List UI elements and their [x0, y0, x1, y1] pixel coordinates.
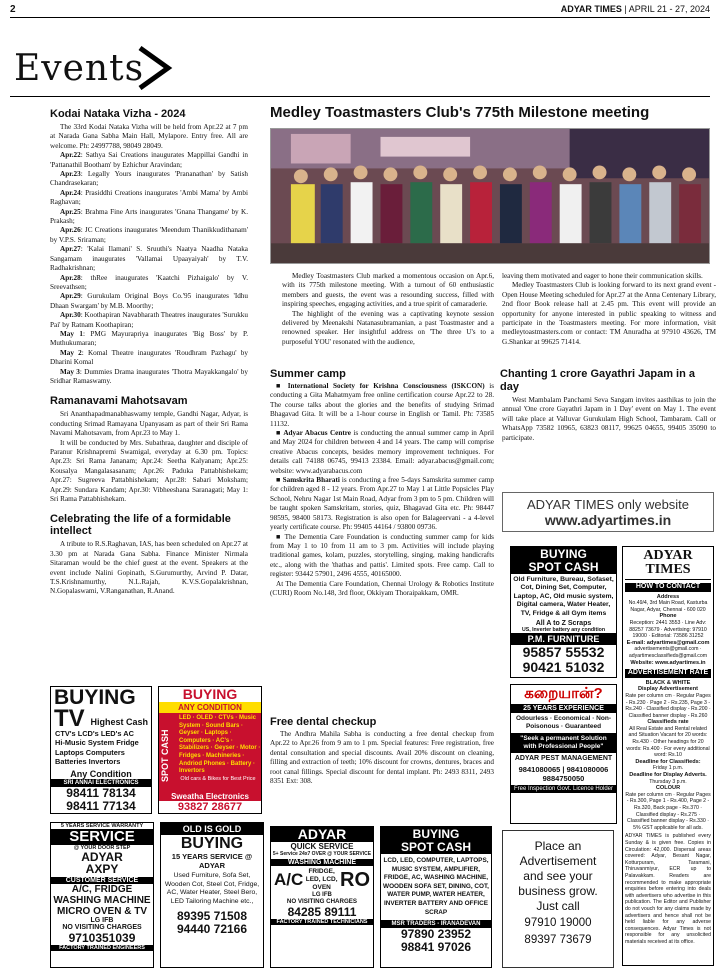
ad-spot1-phone1: 95857 55532	[522, 644, 605, 661]
website-url[interactable]: www.adyartimes.in	[544, 512, 672, 528]
ad-quick-brands: LG IFB	[312, 892, 332, 898]
celebrating-p1: A tribute to R.S.Raghavan, IAS, has been scheduled on Apr.27 at 3.30 pm at Narada Gana Sabha. Finance Minister Nirmala Sitaraman would be the chief guest at the event. Speakers at the event include Nalini Gopinath, S.Gurumurthy, Arvind P. Datar, T.S.Krishnamurthy, N.L.Rajah, K.V.S.Gopalakrishnan, N.Gopalaswami, V.Ranganathan, R.Anand.	[50, 540, 248, 596]
ad-spot2-items: LCD, LED, COMPUTER, LAPTOPS, MUSIC SYSTEM, AMPLIFIER, FRIDGE, AC, WASHING MACHINE, WOODEN SOFA SET, DINING, COT, WATER PUMP, WATER HEATER, INVERTER BATTERY AND OFFICE SCRAP	[383, 857, 489, 916]
kodai-item: Apr.23: Legally Yours inaugurates 'Prananathan' by Satish Chandrasekaran;	[50, 170, 248, 188]
ad-svc-items: A/C, FRIDGE WASHING MACHINE MICRO OVEN & TV	[53, 884, 151, 917]
ad-spot2-brand: MSR TRADERS - IRANADEVAN	[381, 920, 491, 928]
contact-bar: HOW TO CONTACT	[625, 583, 711, 592]
medley-p1: Medley Toastmasters Club marked a momentous occasion on Apr.6, with its 775th milestone meeting. With a turnout of 60 enthusiastic members and guests, the event was a resounding success, filled with inspiring speeches, engaging activities, and a true spirit of camaraderie.	[282, 272, 494, 309]
ad-kar-phone1: 9841080065 | 9841080006	[518, 765, 609, 774]
ad-tv-phone1: 98411 78134	[66, 785, 136, 800]
section-title: Events	[14, 48, 145, 89]
disclaimer: ADYAR TIMES is published every Sunday & is given free. Copies in Circulation: 42,000. Dispersal areas covered: Adyar, Besant Nagar, Kotturpuram, Taramani, Thiruvanmiyur, ECR up to Palavakkam. Readers are recommended to make appropriate enquiries before entering into deals with advertisers who advertise in this publication. The Editor and Publisher do not vouch for any claims made by advertisers and hence shall not be held liable for any adverse consequences. Adyar Times is not responsible for any unsolicited materials received at its office.	[625, 833, 711, 945]
paper-name: ADYAR TIMES	[560, 4, 622, 14]
kodai-article	[50, 108, 248, 386]
ad-tv-item: Hi-Music System Fridge	[55, 738, 139, 748]
ad-quick-hours: 5+ Service 24x7 OVER @ YOUR SERVICE	[272, 851, 372, 857]
medley-p2: The highlight of the evening was a captivating keynote session delivered by Meenakshi Natanasubramanian, a past Toastmaster and a renowned speaker. Her insightful address on 'The three U's to a purposeful YOU' resonated with the audience,	[282, 309, 494, 346]
ad-kar-slogan: "Seek a permanent Solution with Professional People"	[511, 733, 616, 753]
section-rule	[10, 96, 710, 97]
celebrating-title: Celebrating the life of a formidable intellect	[50, 513, 231, 538]
ad-tv-item: Batteries Invertors	[55, 757, 121, 767]
ad-any-condition	[158, 686, 262, 814]
contact-website: Website: www.adyartimes.in	[630, 659, 706, 666]
dental-body	[270, 730, 494, 786]
ad-quick-footer: FACTORY TRAINED TECHNICIANS	[271, 919, 373, 925]
place-line2: Advertisement	[519, 854, 597, 868]
ad-quick-items: FRIDGE, LED, LCD, OVEN	[305, 868, 338, 891]
ad-spot1-battery: US, Inverter battery any condition	[521, 627, 606, 634]
ad-spot1-brand: P.M. FURNITURE	[511, 633, 616, 645]
colour-rates: Rate per column cm · Regular Pages - Rs.300, Page 1 - Rs.400, Page 2 - Rs.320, Back page - Rs.370 · Classified display - Rs.275 · Classified banner display - Rs.330 · 5% GST applicable for all ads.	[625, 791, 711, 831]
ad-old-phone2: 94440 72166	[176, 922, 248, 937]
kodai-item: May 2: Komal Theatre inaugurates 'Roudhram Pazhagu' by Dharini Komal	[50, 348, 248, 367]
medley-p4: Medley Toastmasters Club is looking forward to its next grand event - Open House Meeting scheduled for Apr.27 at the Anna Centenary Library, 2nd floor Book release hall at 2.45 pm. This event will provide an opportunity for anyone interested in public speaking to witness and participate in the Toastmasters meeting. For more information, visit medleytoastmasters.com or contact: TM Anuradha at 97910 43626, TM G.Shankar at 99625 71414.	[502, 281, 716, 346]
ad-buying-tv	[50, 686, 152, 814]
contact-phones: Reception: 2441 3553 · Line Adv: 88257 73679 · Advertising: 97910 19000 · Editorial: 73586 31252	[629, 619, 707, 640]
ad-tv-tv: TV	[54, 705, 85, 732]
celebrating-article	[50, 513, 248, 596]
classified-heading: Classifieds rate	[647, 719, 689, 726]
summer-p2: ■ Adyar Abacus Centre is conducting the annual summer camp in April and May 2024 for children between 4 and 14 years. The camp will comprise creative Abacus concepts, besides memory improvement techniques. For details call 74188 06745, 99413 23384. Email: adyar.abacus@gmail.com; website: www.adyarabacus.com	[270, 429, 494, 475]
ad-any-side: SPOT CASH	[160, 729, 170, 783]
masthead-strip: ADYAR TIMES | APRIL 21 - 27, 2024	[560, 4, 710, 14]
ad-old-phone1: 89395 71508	[176, 909, 248, 924]
kodai-item: May 3: Dummies Drama inaugurates 'Thotra Mayakkangalo' by Sridhar Ramaswamy.	[50, 367, 248, 385]
dental-p1: The Andhra Mahila Sabha is conducting a free dental checkup from Apr.22 to Apr.26 from 9 am to 1 pm. Special features: Free registration, free dental consultation and special discounts. Avail 20% discount on cleaning, filling and extraction of teeth; 10% discount for crowns, dentures, braces and root canal fillings. Special discount for dental implant. Ph: 2493 8311, 2493 8351 Ext: 308.	[270, 730, 494, 786]
ad-any-phone: 93827 28677	[159, 801, 261, 813]
bw-heading: BLACK & WHITE	[645, 679, 691, 686]
ad-tv-phone2: 98411 77134	[66, 798, 136, 813]
ad-kar-phone2: 9884750050	[542, 774, 585, 783]
deadline-display-heading: Deadline for Display Adverts.	[629, 772, 707, 779]
contact-box	[622, 546, 714, 966]
ad-old-buying: BUYING	[180, 835, 244, 852]
ad-old-items: Used Furniture, Sofa Set, Wooden Cot, Steel Cot, Fridge, AC, Water Heater, Steel Bero, LED Tailoring Machine etc.,	[164, 872, 260, 905]
contact-phone-heading: Phone	[659, 613, 677, 620]
summer-title: Summer camp	[270, 368, 346, 380]
kodai-intro: The 33rd Kodai Nataka Vizha will be held from Apr.22 at 7 pm at Narada Gana Sabha Main Hall, Mylapore. Entry free. All are welcome. Ph: 24997788, 98049 28049.	[50, 123, 248, 150]
ramanavami-p2: It will be conducted by Mrs. Subathraa, daughter and disciple of Paranur Krishnapremi Swamigal, everyday at 6.30 pm. Topics: Apr.23: Sri Rama Jananam; Apr.24: Seetha Kalyanam; Apr.25: Kousalya Mangalasasanam; Apr.26: Paduka Pattabhishekam; Apr.27: Sugreeva Pattabhishekam; Apr.28: Sabari Moksham; Apr.29: Sundara Kandam; Apr.30: Vibheeshana Saranagati; May 1: Sri Rama Pattabhishekam.	[50, 438, 248, 504]
summer-p3: ■ Samskrita Bharati is conducting a free 5-days Samskrita summer camp for children aged 8 - 12 years. From Apr.27 to May 1 at Little Popsicles Play School, Nehru Nagar 1st Main Road, Adyar from 3 pm to 5 pm. Children will be taught spoken Samskritam, stories, quiz, Bhagavad Gita etc. Ph: 98447 98595, 98400 58173. Registration is also open for Balageervani - a 4-level yearly certificate course. Ph: 99405 44164 / 93800 09736.	[270, 476, 495, 532]
colour-heading: COLOUR	[655, 785, 681, 792]
ad-spot1-items: Old Furniture, Bureau, Sofaset, Cot, Dining Set, Computer, Laptop, AC, Old music system, Digital camera, Water Heater, TV, Fridge & all Gym items	[513, 576, 614, 617]
chevron-right-icon	[136, 46, 174, 90]
place-phone2: 89397 73679	[524, 934, 592, 946]
left-column	[50, 106, 248, 606]
ad-quick-mid	[271, 868, 373, 892]
ad-svc-footer: FACTORY TRAINED ENGINEERS	[51, 945, 153, 951]
ad-msr-spot-cash	[380, 826, 492, 968]
ad-tv-cash: Highest Cash	[90, 717, 148, 727]
kodai-item: Apr.22: Sathya Sai Creations inaugurates Mappillai Gandhi in 'Pattanathil Bootham' by Ezhichur Aravindan;	[50, 151, 248, 169]
medley-col2	[502, 272, 716, 347]
ramanavami-title: Ramanavami Mahotsavam	[50, 395, 188, 408]
medley-title: Medley Toastmasters Club's 775th Milestone meeting	[270, 104, 650, 121]
ad-tv-brand: SRI ANNAI ELECTRONICS	[51, 779, 151, 787]
ad-kar-brand: ADYAR PEST MANAGEMENT	[514, 755, 613, 762]
ad-pest-management	[510, 684, 617, 824]
place-line4: business grow.	[518, 884, 598, 898]
deadline-display: Thursday 3 p.m.	[649, 778, 687, 785]
ad-tv-condition: Any Condition	[70, 768, 132, 779]
kodai-item: Apr.29: Gurukulam Original Boys Co.'95 inaugurates 'Idhu Dhaan Swargam' by M.B. Moorthy;	[50, 292, 248, 310]
ad-old-is-gold	[160, 822, 264, 968]
ad-kar-title: கறையான்?	[524, 685, 603, 702]
ad-quick-ac: A/C	[274, 870, 304, 889]
place-line3: and see your	[523, 869, 593, 883]
deadline-classified: Friday 1 p.m.	[652, 765, 684, 772]
ad-spot2-phone2: 98841 97026	[400, 940, 472, 955]
ad-svc-warranty: 5 YEARS SERVICE WARRANTY	[60, 823, 144, 829]
gayathri-title: Chanting 1 crore Gayathri Japam in a day	[500, 368, 696, 393]
ad-old-years: 15 YEARS SERVICE @ ADYAR	[171, 852, 253, 870]
ad-any-cars: Old cars & Bikes for Best Price	[180, 775, 256, 782]
dental-title: Free dental checkup	[270, 716, 377, 728]
contact-address-heading: Address	[656, 593, 680, 600]
website-banner	[502, 492, 714, 532]
rate-bar: ADVERTISEMENT RATE	[625, 669, 711, 678]
ad-quick-sub: QUICK SERVICE	[290, 842, 354, 851]
summer-p5: At The Dementia Care Foundation, Chennai Urology & Robotics Institute (CURI) Room No.148, 3rd floor, Okkiyam Thoraipakkam, OMR.	[270, 579, 494, 597]
page-number: 2	[10, 4, 16, 15]
ad-any-title: BUYING	[159, 687, 261, 702]
kodai-item: Apr.27: 'Kalai Ilamani' S. Sruuthi's Naatya Naadha Nataka Sangamam inaugurates 'Vallamai Upaayaiyah' by T.V. Radhakrishnan;	[50, 245, 248, 273]
ad-any-sub: ANY CONDITION	[159, 702, 261, 713]
place-phone1: 97910 19000	[524, 917, 592, 929]
ad-any-items: LED · OLED · CTVs · Music System · Sound Bars · Geyser · Laptops · Computers · AC's · Stabilizers · Geyser · Motor · Fridges · Machineries · Andriod Phones · Battery · Invertors	[179, 715, 261, 775]
ad-quick-phone: 84285 89111	[287, 905, 357, 919]
contact-address: No.49/4, 3rd Main Road, Kasturba Nagar, Adyar, Chennai - 600 020	[628, 600, 708, 613]
ad-kar-features: Odourless · Economical · Non-Poisonous · Guaranteed	[516, 715, 611, 730]
ad-any-brand: Sweatha Electronics	[171, 792, 249, 801]
ad-spot1-phone2: 90421 51032	[522, 659, 605, 676]
ad-quick-ro: RO	[340, 868, 370, 891]
ad-svc-brands: LG IFB	[90, 917, 114, 924]
deadline-classified-heading: Deadline for Classifieds:	[635, 758, 701, 765]
ad-tv-item: CTV's LCD's LED's AC	[55, 729, 134, 738]
ad-svc-title: SERVICE	[51, 829, 153, 845]
summer-p4: ■ The Dementia Care Foundation is conducting summer camp for kids from May 1 to 10 from 11 am to 3 pm. Activities will include playing traditional games, kolam, puzzles, storytelling, singing, making handicrafts etc., along with the 'thathas and pattis'. Limited spots. Free camp. Call to register: 93442 57901, 2496 4555, 40165000.	[270, 532, 494, 579]
ad-spot2-title: BUYING SPOT CASH	[381, 827, 491, 854]
kodai-item: Apr.24: Prasiddhi Creations inaugurates 'Ambi Mama' by Ambi Raghavan;	[50, 188, 248, 207]
contact-logo: ADYAR TIMES	[625, 549, 711, 580]
ad-kar-footer: Free Inspection Govt. Licence Holder	[511, 785, 616, 793]
kodai-title: Kodai Nataka Vizha - 2024	[50, 108, 186, 120]
place-line5: Just call	[536, 899, 580, 913]
ad-buying-spot-cash	[510, 546, 617, 678]
gayathri-body	[502, 396, 716, 443]
summer-body	[270, 382, 494, 598]
ad-svc-customer: CUSTOMER SERVICE	[51, 877, 153, 884]
ad-adyar-axpy-service	[50, 822, 154, 968]
kodai-item: Apr.28: thRee inaugurates 'Kaatchi Pizhaigalo' by V. Sreevathsen;	[50, 273, 248, 291]
ad-quick-charges: NO VISITING CHARGES	[286, 898, 358, 905]
kodai-item: Apr.26: JC Creations inaugurates 'Meendum Thanikkudithanam' by V.P.S. Sriraman;	[50, 226, 248, 244]
kodai-item: Apr.30: Koothapiran Navabharath Theatres inaugurates 'Surukku Pai' by Ratnam Koothapiran;	[50, 311, 248, 329]
ad-spot1-title: BUYING SPOT CASH	[511, 547, 616, 574]
ad-kar-years: 25 YEARS EXPERIENCE	[511, 704, 616, 713]
ad-old-title: OLD IS GOLD	[161, 823, 263, 835]
ad-svc-door: @ YOUR DOOR STEP	[73, 845, 131, 851]
bw-display: Display Advertisement	[637, 686, 699, 693]
ad-spot2-phone1: 97890 23952	[400, 927, 472, 942]
ad-spot1-scraps: All A to Z Scraps	[535, 620, 592, 628]
summer-p1: ■ International Society for Krishna Consciousness (ISKCON) is conducting a Gita Mahatmyam free online certification course Apr.22 to 28. The course talks about the glories and the benefits of studying Srimad Bhagavad Gita. It will be a 1-hour course in English or Tamil. Ph: 73585 11132.	[270, 382, 495, 428]
ad-adyar-quick-service	[270, 826, 374, 968]
header-rule	[10, 17, 710, 18]
ad-tv-title: BUYING	[54, 686, 136, 709]
ad-tv-items	[51, 727, 151, 769]
place-line1: Place an	[534, 839, 582, 853]
website-line1: ADYAR TIMES only website	[526, 497, 690, 512]
gayathri-p1: West Mambalam Panchami Seva Sangam invites aasthikas to join the annual 'One crore Gayathri Japam in 1 Day' event on May 1. The event will take place at Valluvar Gurukulam High School, Tambaram. Call or WhatsApp 73582 10965, 63823 08117, 99625 04655, 99405 35090 to participate.	[502, 396, 716, 442]
ramanavami-article	[50, 395, 248, 504]
kodai-item: Apr.25: Brahma Fine Arts inaugurates 'Gnana Thangame' by K. Prakash;	[50, 207, 248, 226]
medley-col1	[282, 272, 494, 347]
contact-email-heading: E-mail: adyartimes@gmail.com	[626, 639, 710, 646]
medley-p3: leaving them motivated and eager to hone their communication skills.	[502, 272, 703, 280]
classified-rates: All Real Estate and Rental related and Situation Vacant for 20 words: Rs.430 · Other headings for 20 words: Rs.400 · For every additional word: Rs.10	[626, 725, 710, 759]
kodai-item: May 1: PMG Mayurapriya inaugurates 'Big Boss' by P. Muthukumaran;	[50, 329, 248, 348]
ad-quick-title: ADYAR	[271, 827, 373, 842]
ad-tv-item: Laptops Computers	[55, 747, 125, 757]
contact-emails: advertisements@gmail.com · adyartimesclassifieds@gmail.com	[628, 646, 708, 659]
issue-date: APRIL 21 - 27, 2024	[628, 4, 710, 14]
ad-svc-axpy: AXPY	[85, 862, 119, 876]
ad-svc-charges: NO VISITING CHARGES	[62, 924, 142, 931]
ad-quick-washing: WASHING MACHINE	[271, 859, 373, 866]
ad-place-advertisement	[502, 830, 614, 968]
ramanavami-p1: Sri Ananthapadmanabhaswamy temple, Gandhi Nagar, Adyar, is conducting Srimad Ramayana Upanyasam as part of their Sri Rama Navami Mahotsavam, from Apr.23 to May 1.	[50, 410, 248, 438]
group-photo	[270, 128, 710, 264]
bw-rates: Rate per column cm · Regular Pages - Rs.230 · Page 2 - Rs.235, Page 3 - Rs.240 · Classified display - Rs.200 · Classified banner display - Rs.260	[625, 692, 711, 719]
ad-svc-phone: 9710351039	[68, 931, 136, 945]
ad-svc-adyar: ADYAR	[81, 850, 123, 864]
